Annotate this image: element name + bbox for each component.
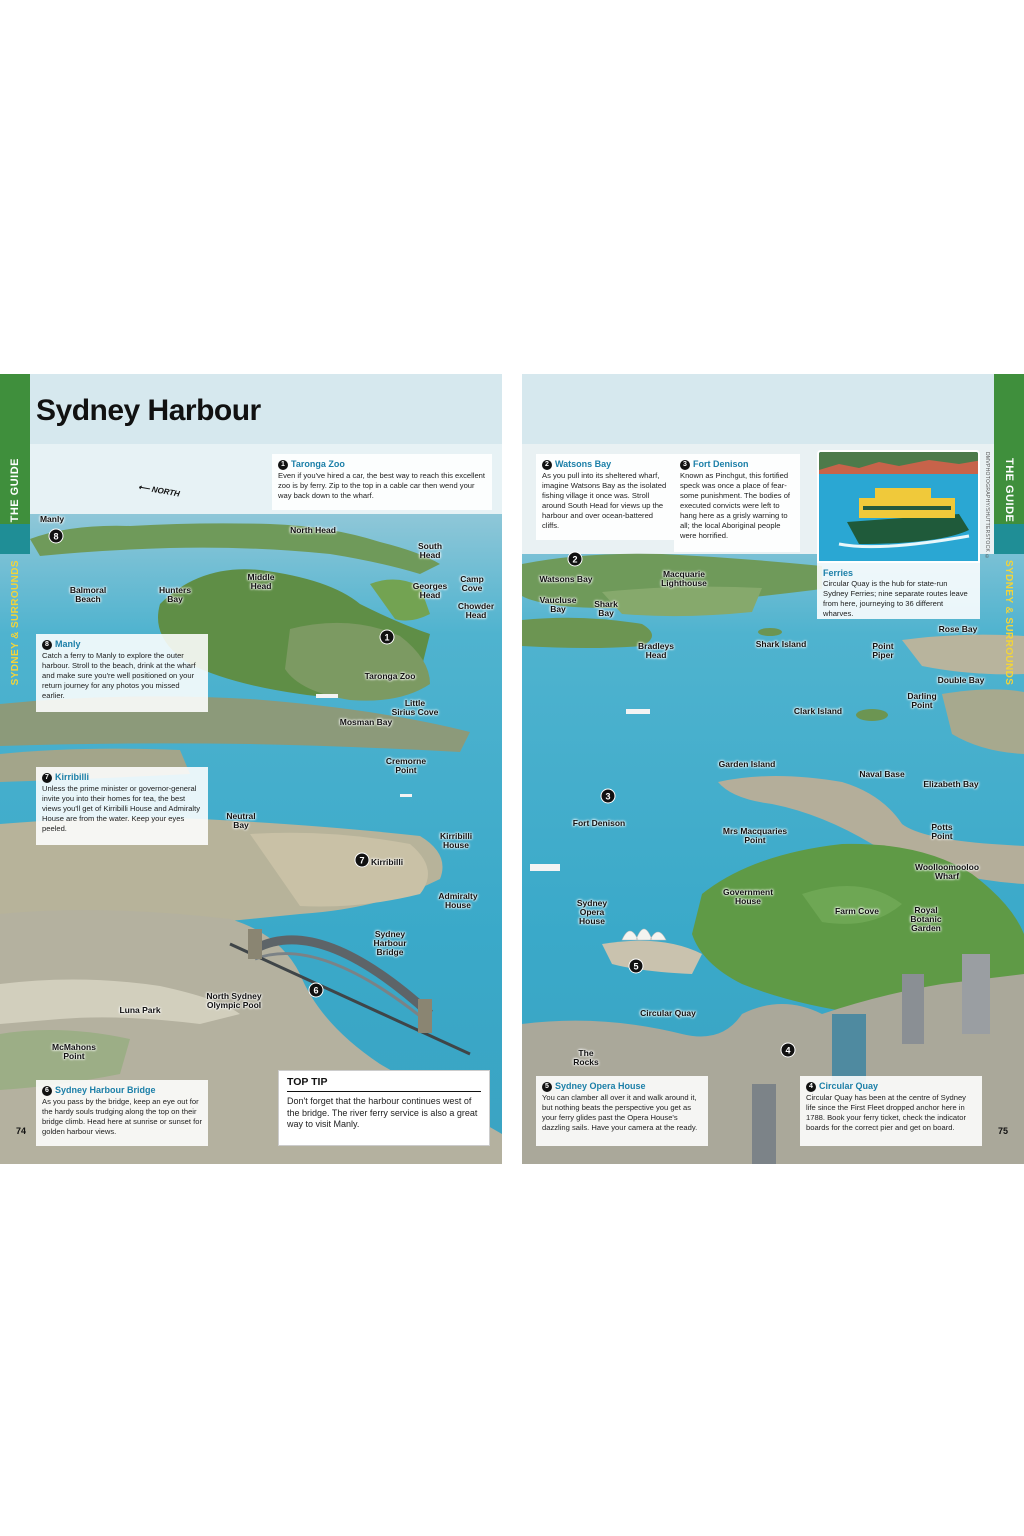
pin-3[interactable]: 3 bbox=[601, 789, 616, 804]
callout-watsons-bay bbox=[536, 454, 674, 540]
label-hunters-bay: Hunters Bay bbox=[158, 585, 192, 604]
label-camp-cove: Camp Cove bbox=[460, 574, 484, 593]
pin-1[interactable]: 1 bbox=[380, 630, 395, 645]
label-government-house: Government House bbox=[722, 887, 774, 906]
callout-kirribilli bbox=[36, 767, 208, 845]
label-rose-bay: Rose Bay bbox=[938, 624, 978, 634]
callout-body: You can clamber all over it and walk around it, but nothing beats the perspective you get as your ferry glides past the Opera House's dazzling sails. Have your camera at the ready. bbox=[542, 1093, 698, 1132]
callout-body: Circular Quay has been at the centre of Sydney life since the First Fleet dropped anchor here in 1788. Book your ferry ticket, check the indicator boards for the correct pier and get on board. bbox=[806, 1093, 966, 1132]
callout-manly bbox=[36, 634, 208, 712]
label-watsons-bay: Watsons Bay bbox=[539, 574, 593, 584]
callout-title: Circular Quay bbox=[819, 1081, 879, 1091]
callout-title: Sydney Harbour Bridge bbox=[55, 1085, 156, 1095]
label-little-sirius-cove: Little Sirius Cove bbox=[391, 698, 439, 717]
callout-sydney-opera-house bbox=[536, 1076, 708, 1146]
page-number-right: 75 bbox=[998, 1126, 1009, 1136]
label-naval-base: Naval Base bbox=[859, 769, 905, 779]
label-circular-quay: Circular Quay bbox=[640, 1008, 696, 1018]
pin-2[interactable]: 2 bbox=[568, 552, 583, 567]
callout-fort-denison bbox=[674, 454, 800, 552]
callout-number: 8 bbox=[42, 640, 52, 650]
north-arrow-label: ⟵ NORTH bbox=[137, 482, 181, 499]
label-fort-denison: Fort Denison bbox=[572, 818, 626, 828]
pin-7[interactable]: 7 bbox=[355, 853, 370, 868]
label-clark-island: Clark Island bbox=[793, 706, 843, 716]
page-number-left: 74 bbox=[16, 1126, 27, 1136]
pin-5[interactable]: 5 bbox=[629, 959, 644, 974]
section-tab-right[interactable] bbox=[994, 524, 1024, 554]
guide-tab-right[interactable] bbox=[994, 374, 1024, 524]
callout-number: 4 bbox=[806, 1082, 816, 1092]
callout-title: Fort Denison bbox=[693, 459, 749, 469]
label-farm-cove: Farm Cove bbox=[835, 906, 879, 916]
callout-title: Manly bbox=[55, 639, 81, 649]
section-tab-label-right: SYDNEY & SURROUNDS bbox=[1003, 560, 1014, 686]
label-mcmahons-point: McMahons Point bbox=[52, 1042, 96, 1061]
page-title: Sydney Harbour bbox=[36, 394, 261, 427]
top-tip-box bbox=[278, 1070, 490, 1146]
callout-title: Kirribilli bbox=[55, 772, 90, 782]
label-elizabeth-bay: Elizabeth Bay bbox=[923, 779, 979, 789]
label-sydney-opera-house: Sydney Opera House bbox=[576, 898, 608, 926]
label-georges-head: Georges Head bbox=[412, 581, 448, 600]
label-mosman-bay: Mosman Bay bbox=[339, 717, 393, 727]
callout-number: 2 bbox=[542, 460, 552, 470]
label-the-rocks: The Rocks bbox=[573, 1048, 599, 1067]
label-chowder-head: Chowder Head bbox=[457, 601, 495, 620]
label-admiralty-house: Admiralty House bbox=[438, 891, 478, 910]
callout-number: 6 bbox=[42, 1086, 52, 1096]
label-shark-island: Shark Island bbox=[755, 639, 807, 649]
right-page bbox=[522, 374, 1024, 1164]
top-tip-title: TOP TIP bbox=[287, 1076, 481, 1092]
label-double-bay: Double Bay bbox=[937, 675, 985, 685]
label-kirribilli-house: Kirribilli House bbox=[439, 831, 473, 850]
callout-sydney-harbour-bridge bbox=[36, 1080, 208, 1146]
label-cremorne-point: Cremorne Point bbox=[385, 756, 427, 775]
callout-title: Ferries bbox=[823, 568, 854, 578]
label-darling-point: Darling Point bbox=[907, 691, 937, 710]
label-kirribilli: Kirribilli bbox=[370, 857, 404, 867]
callout-taronga-zoo bbox=[272, 454, 492, 510]
callout-body: Catch a ferry to Manly to explore the outer harbour. Stroll to the beach, drink at the wharf and make sure you're well positioned on your return journey for any photos you missed earlier. bbox=[42, 651, 196, 700]
label-bradleys-head: Bradleys Head bbox=[638, 641, 674, 660]
left-page bbox=[0, 374, 502, 1164]
callout-title: Taronga Zoo bbox=[291, 459, 345, 469]
guide-tab-left[interactable] bbox=[0, 374, 30, 524]
label-middle-head: Middle Head bbox=[247, 572, 275, 591]
callout-body: Even if you've hired a car, the best way to reach this excellent zoo is by ferry. Zip to the top in a cable car then wend your way back down to the wharf. bbox=[278, 471, 486, 500]
label-potts-point: Potts Point bbox=[931, 822, 953, 841]
label-north-sydney-olympic-pool: North Sydney Olympic Pool bbox=[206, 991, 262, 1010]
pin-4[interactable]: 4 bbox=[781, 1043, 796, 1058]
pin-6[interactable]: 6 bbox=[309, 983, 324, 998]
ferry-photo bbox=[817, 450, 980, 563]
callout-body: Known as Pinchgut, this fortified speck was once a place of fear-some punishment. The bodies of executed convicts were left to hang here as a grisly warning to all; the local Aboriginal people were horrified. bbox=[680, 471, 791, 540]
label-north-head: North Head bbox=[290, 525, 336, 535]
label-royal-botanic-garden: Royal Botanic Garden bbox=[910, 905, 942, 933]
label-mrs-macquaries-point: Mrs Macquaries Point bbox=[722, 826, 788, 845]
label-luna-park: Luna Park bbox=[119, 1005, 161, 1015]
callout-number: 5 bbox=[542, 1082, 552, 1092]
label-taronga-zoo: Taronga Zoo bbox=[364, 671, 416, 681]
section-tab-label-left: SYDNEY & SURROUNDS bbox=[10, 560, 21, 686]
callout-ferries bbox=[817, 563, 980, 619]
callout-number: 7 bbox=[42, 773, 52, 783]
label-neutral-bay: Neutral Bay bbox=[226, 811, 256, 830]
callout-title: Watsons Bay bbox=[555, 459, 612, 469]
callout-body: Unless the prime minister or governor-general invite you into their homes for tea, the best views you'll get of Kirribilli House and Admiralty House are from the water. Keep your eyes peeled. bbox=[42, 784, 201, 833]
label-woolloomooloo-wharf: Woolloomooloo Wharf bbox=[914, 862, 980, 881]
guide-tab-label: THE GUIDE bbox=[9, 458, 21, 523]
label-manly: Manly bbox=[39, 514, 65, 524]
label-garden-island: Garden Island bbox=[718, 759, 776, 769]
label-vaucluse-bay: Vaucluse Bay bbox=[539, 595, 577, 614]
callout-body: Circular Quay is the hub for state-run Sydney Ferries; nine separate routes leave from here, journeying to 36 different wharves. bbox=[823, 579, 968, 618]
callout-number: 3 bbox=[680, 460, 690, 470]
section-tab-left[interactable] bbox=[0, 524, 30, 554]
top-tip-body: Don't forget that the harbour continues west of the bridge. The river ferry service is also a great way to visit Manly. bbox=[287, 1096, 478, 1129]
pin-8[interactable]: 8 bbox=[49, 529, 64, 544]
label-south-head: South Head bbox=[417, 541, 443, 560]
label-point-piper: Point Piper bbox=[872, 641, 894, 660]
guide-tab-label: THE GUIDE bbox=[1003, 458, 1015, 523]
label-balmoral-beach: Balmoral Beach bbox=[69, 585, 107, 604]
callout-circular-quay bbox=[800, 1076, 982, 1146]
callout-title: Sydney Opera House bbox=[555, 1081, 646, 1091]
label-macquarie-lighthouse: Macquarie Lighthouse bbox=[661, 569, 707, 588]
label-sydney-harbour-bridge: Sydney Harbour Bridge bbox=[373, 929, 407, 957]
callout-number: 1 bbox=[278, 460, 288, 470]
label-shark-bay: Shark Bay bbox=[594, 599, 618, 618]
callout-body: As you pull into its sheltered wharf, imagine Watsons Bay as the isolated fishing village it once was. Stroll around South Head for views up the harbour and over ocean-battered cliffs. bbox=[542, 471, 667, 530]
photo-credit: DMVPHOTOGRAPHY/SHUTTERSTOCK © bbox=[984, 452, 990, 561]
callout-body: As you pass by the bridge, keep an eye out for the hardy souls trudging along the top on their bridge climb. Head here at sunrise or sunset for golden harbour views. bbox=[42, 1097, 202, 1136]
